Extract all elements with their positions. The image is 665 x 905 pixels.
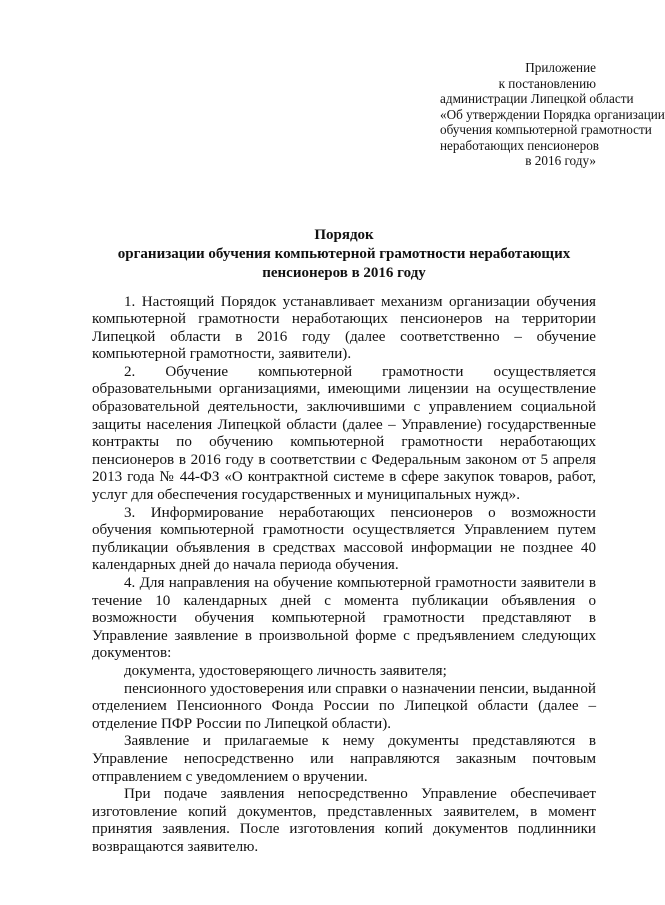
paragraph-item-2: 2. Обучение компьютерной грамотности осуществляется образовательными организациями, имеющими лицензии на осуществление образовательной деятельности, заключившими с управлением социальной защиты населения Липецкой области (далее – Управление) государственные контракты по обучению компьютерной грамотности неработающих пенсионеров в 2016 году в соответствии с Федеральным законом от 5 апреля 2013 года № 44-ФЗ «О контрактной системе в сфере закупок товаров, работ, услуг для обеспечения государственных и муниципальных нужд». (92, 363, 596, 504)
appendix-line: администрации Липецкой области (440, 91, 634, 106)
appendix-line: к постановлению (498, 75, 596, 91)
document-list-item: документа, удостоверяющего личность заявителя; (124, 662, 447, 679)
paragraph: Заявление и прилагаемые к нему документы представляются в Управление непосредственно или направляются заказным почтовым отправлением с уведомлением о вручении. (92, 733, 596, 785)
paragraph: При подаче заявления непосредственно Управление обеспечивает изготовление копий документов, представленных заявителем, в момент принятия заявления. После изготовления копий документов подлинники возвращаются заявителю. (92, 786, 596, 855)
document-body (92, 294, 596, 857)
paragraph-item-4: 4. Для направления на обучение компьютерной грамотности заявители в течение 10 календарных дней с момента публикации объявления о возможности обучения компьютерной грамотности представляют в Управление заявление в произвольной форме с предъявлением следующих документов: (92, 575, 596, 662)
title-line: организации обучения компьютерной грамотности неработающих (117, 245, 571, 262)
appendix-line: Приложение (525, 60, 596, 75)
appendix-header (440, 60, 665, 169)
title-line: Порядок (314, 226, 374, 243)
paragraph-item-3: 3. Информирование неработающих пенсионеров о возможности обучения компьютерной грамотности осуществляется Управлением путем публикации объявления в средствах массовой информации не позднее 40 календарных дней до начала периода обучения. (92, 504, 596, 574)
title-line: пенсионеров в 2016 году (262, 264, 426, 281)
appendix-line: «Об утверждении Порядка организации (440, 106, 665, 122)
document-title (92, 226, 596, 283)
appendix-line: неработающих пенсионеров (440, 137, 600, 153)
document-list-item: пенсионного удостоверения или справки о назначении пенсии, выданной отделением Пенсионного Фонда России по Липецкой области (далее – отделение ПФР России по Липецкой области). (92, 680, 596, 732)
appendix-line: обучения компьютерной грамотности (440, 122, 652, 137)
paragraph-item-1: 1. Настоящий Порядок устанавливает механизм организации обучения компьютерной грамотности неработающих пенсионеров на территории Липецкой области в 2016 году (далее соответственно – обучение компьютерной грамотности, заявители). (92, 293, 596, 363)
appendix-line: в 2016 году» (525, 153, 596, 168)
